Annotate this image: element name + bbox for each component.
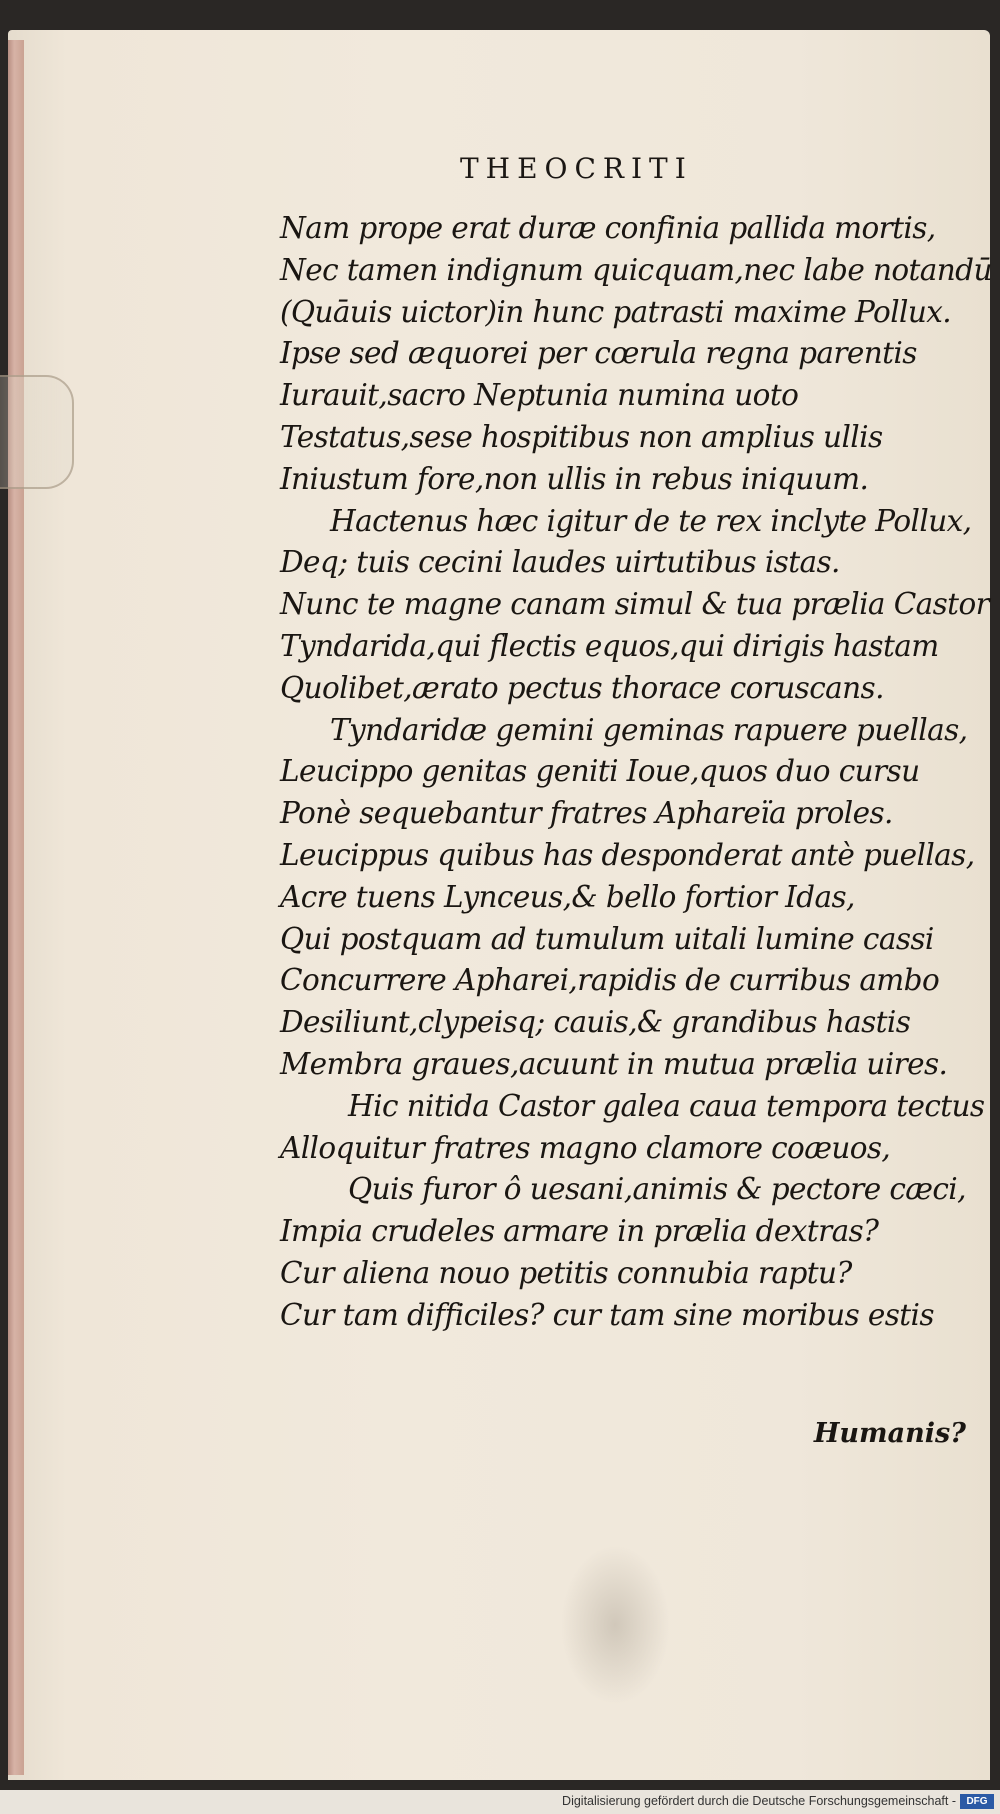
verse-line: Hic nitida Castor galea caua tempora tectus xyxy=(348,1088,985,1123)
verse-line: Desiliunt,clypeisq; cauis,& grandibus hastis xyxy=(280,1005,911,1040)
verse-line: Testatus,sese hospitibus non amplius ullis xyxy=(280,419,883,454)
verse-line: Deq; tuis cecini laudes uirtutibus istas. xyxy=(280,545,840,580)
verse-line: Cur aliena nouo petitis connubia raptu? xyxy=(280,1255,852,1290)
verse-line: Membra graues,acuunt in mutua prælia uires. xyxy=(280,1046,948,1081)
verse-line: Cur tam difficiles? cur tam sine moribus estis xyxy=(280,1297,934,1332)
verse-line: Quis furor ô uesani,animis & pectore cæci, xyxy=(348,1172,966,1207)
verse-line: Acre tuens Lynceus,& bello fortior Idas, xyxy=(280,879,855,914)
verse-line: Tyndarida,qui flectis equos,qui dirigis hastam xyxy=(280,628,939,663)
verse-line: Ponè sequebantur fratres Aphareïa proles. xyxy=(280,796,893,831)
verse-line: Tyndaridæ gemini geminas rapuere puellas, xyxy=(330,712,968,747)
verse-line: Iurauit,sacro Neptunia numina uoto xyxy=(280,378,799,413)
verse-line: Leucippus quibus has desponderat antè puellas, xyxy=(280,837,975,872)
verse-line: Nam prope erat duræ confinia pallida mortis, xyxy=(280,211,936,245)
paper-stain xyxy=(560,1545,670,1705)
verse-line: Quolibet,ærato pectus thorace coruscans. xyxy=(280,670,884,705)
verse-line: Iniustum fore,non ullis in rebus iniquum. xyxy=(280,461,869,496)
verse-line: Alloquitur fratres magno clamore coæuos, xyxy=(280,1130,891,1165)
dfg-logo: DFG xyxy=(960,1794,994,1809)
page-tab-marker xyxy=(0,375,74,489)
verse-line: (Quāuis uictor)in hunc patrasti maxime Pollux. xyxy=(280,294,952,329)
book-edge xyxy=(8,40,24,1775)
verse-line: Impia crudeles armare in prælia dextras? xyxy=(280,1214,879,1249)
verse-line: Nec tamen indignum quicquam,nec labe notandū xyxy=(280,252,992,287)
verse-line: Ipse sed æquorei per cœrula regna parentis xyxy=(280,336,917,371)
catchword: Humanis? xyxy=(813,1418,966,1449)
verse-line: Hactenus hæc igitur de te rex inclyte Pollux, xyxy=(330,503,972,538)
verse-text xyxy=(280,208,992,1337)
verse-line: Concurrere Apharei,rapidis de curribus ambo xyxy=(280,963,940,998)
funding-credit: Digitalisierung gefördert durch die Deutsche Forschungsgemeinschaft - xyxy=(562,1794,956,1808)
verse-line: Qui postquam ad tumulum uitali lumine cassi xyxy=(280,921,934,956)
running-head: THEOCRITI xyxy=(460,152,693,185)
verse-line: Nunc te magne canam simul & tua prælia Castor xyxy=(280,587,990,622)
verse-line: Leucippo genitas geniti Ioue,quos duo cursu xyxy=(280,754,920,789)
